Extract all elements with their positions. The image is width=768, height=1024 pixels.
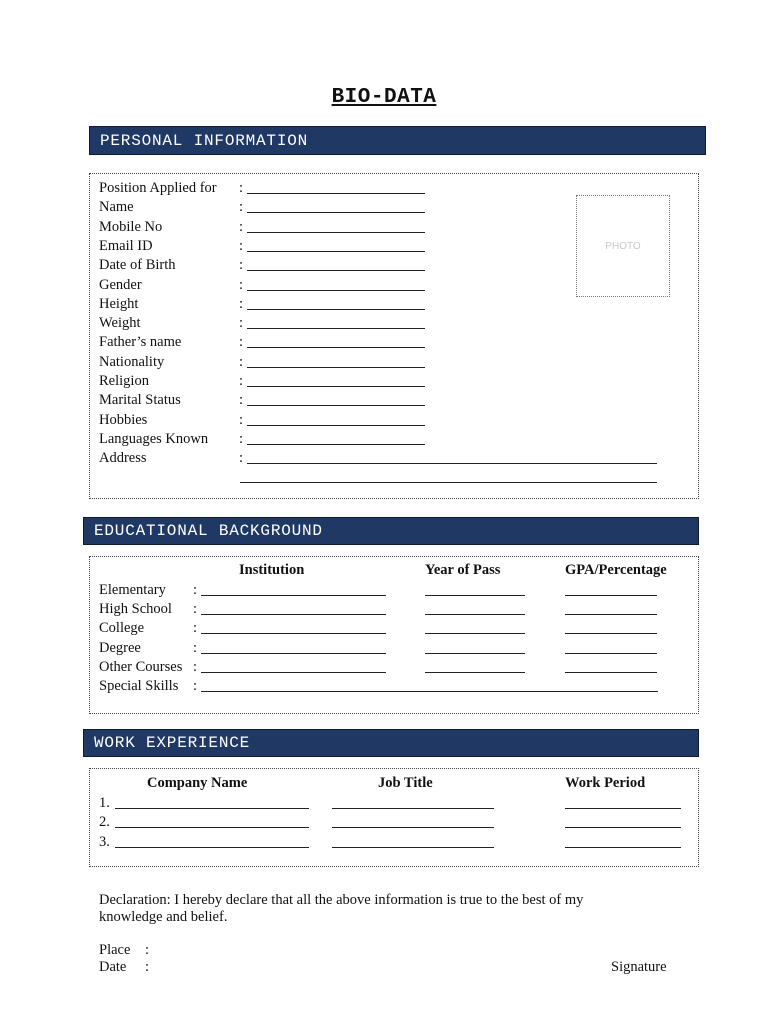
edu-input-institution[interactable]	[201, 633, 386, 634]
declaration-line-2: knowledge and belief.	[99, 909, 228, 925]
edu-row-colon: :	[193, 640, 198, 656]
edu-input-year[interactable]	[425, 672, 525, 673]
section-header-work	[83, 729, 699, 757]
edu-header-year: Year of Pass	[425, 562, 501, 578]
edu-row-colon: :	[193, 582, 198, 598]
work-header-period: Work Period	[565, 775, 646, 791]
edu-input-institution[interactable]	[201, 672, 386, 673]
field-input-line[interactable]	[247, 367, 425, 368]
work-header-company: Company Name	[147, 775, 248, 791]
field-colon: :	[239, 180, 244, 196]
field-colon: :	[239, 431, 244, 447]
work-input-period[interactable]	[565, 808, 681, 809]
field-colon: :	[239, 296, 244, 312]
field-label: Name	[99, 199, 134, 215]
work-row-number: 2.	[99, 814, 110, 830]
field-label: Father’s name	[99, 334, 182, 350]
section-title: PERSONAL INFORMATION	[100, 131, 309, 150]
field-input-line[interactable]	[247, 386, 425, 387]
edu-input-year[interactable]	[425, 614, 525, 615]
work-input-job-title[interactable]	[332, 808, 494, 809]
field-colon: :	[239, 334, 244, 350]
place-label: Place	[99, 942, 131, 958]
field-colon: :	[239, 315, 244, 331]
edu-row-label: Degree	[99, 640, 141, 656]
field-input-line[interactable]	[247, 251, 425, 252]
field-colon: :	[239, 257, 244, 273]
field-input-line[interactable]	[240, 482, 657, 483]
edu-input-gpa[interactable]	[565, 672, 657, 673]
field-label: Height	[99, 296, 139, 312]
edu-input-institution[interactable]	[201, 614, 386, 615]
field-label: Marital Status	[99, 392, 181, 408]
field-input-line[interactable]	[247, 405, 425, 406]
edu-input-gpa[interactable]	[565, 633, 657, 634]
field-input-line[interactable]	[247, 232, 425, 233]
declaration-line-1: Declaration: I hereby declare that all the above information is true to the best of my	[99, 892, 584, 908]
field-input-line[interactable]	[247, 270, 425, 271]
field-colon: :	[239, 199, 244, 215]
field-colon: :	[239, 219, 244, 235]
edu-input-institution[interactable]	[201, 653, 386, 654]
work-input-company[interactable]	[115, 847, 309, 848]
field-label: Religion	[99, 373, 149, 389]
work-row-number: 1.	[99, 795, 110, 811]
work-input-period[interactable]	[565, 847, 681, 848]
field-label: Nationality	[99, 354, 165, 370]
field-input-line[interactable]	[247, 309, 425, 310]
date-colon: :	[145, 959, 150, 975]
work-input-job-title[interactable]	[332, 827, 494, 828]
field-label: Hobbies	[99, 412, 148, 428]
edu-row-colon: :	[193, 659, 198, 675]
field-label: Date of Birth	[99, 257, 176, 273]
field-input-line[interactable]	[247, 463, 657, 464]
field-input-line[interactable]	[247, 425, 425, 426]
field-label: Gender	[99, 277, 142, 293]
field-label: Weight	[99, 315, 141, 331]
work-input-job-title[interactable]	[332, 847, 494, 848]
field-colon: :	[239, 412, 244, 428]
section-title: WORK EXPERIENCE	[94, 734, 251, 752]
work-header-job-title: Job Title	[378, 775, 433, 791]
photo-placeholder[interactable]	[576, 195, 670, 297]
edu-row-label: High School	[99, 601, 172, 617]
edu-input-year[interactable]	[425, 595, 525, 596]
edu-row-colon: :	[193, 620, 198, 636]
date-label: Date	[99, 959, 127, 975]
section-header-education	[83, 517, 699, 545]
edu-input-skills[interactable]	[201, 691, 658, 692]
photo-label: PHOTO	[605, 240, 641, 252]
field-colon: :	[239, 238, 244, 254]
edu-header-gpa: GPA/Percentage	[565, 562, 667, 578]
edu-input-gpa[interactable]	[565, 614, 657, 615]
field-input-line[interactable]	[247, 290, 425, 291]
field-label: Languages Known	[99, 431, 209, 447]
field-label: Position Applied for	[99, 180, 217, 196]
field-colon: :	[239, 354, 244, 370]
edu-row-colon: :	[193, 678, 198, 694]
work-input-period[interactable]	[565, 827, 681, 828]
edu-input-gpa[interactable]	[565, 653, 657, 654]
field-input-line[interactable]	[247, 212, 425, 213]
field-input-line[interactable]	[247, 193, 425, 194]
signature-label: Signature	[611, 959, 667, 975]
section-header-personal	[89, 126, 706, 155]
edu-input-year[interactable]	[425, 633, 525, 634]
field-input-line[interactable]	[247, 444, 425, 445]
edu-row-label: Elementary	[99, 582, 166, 598]
work-input-company[interactable]	[115, 827, 309, 828]
edu-input-gpa[interactable]	[565, 595, 657, 596]
edu-row-colon: :	[193, 601, 198, 617]
field-input-line[interactable]	[247, 347, 425, 348]
edu-row-label: College	[99, 620, 145, 636]
edu-input-year[interactable]	[425, 653, 525, 654]
work-row-number: 3.	[99, 834, 110, 850]
field-colon: :	[239, 392, 244, 408]
edu-input-institution[interactable]	[201, 595, 386, 596]
field-colon: :	[239, 277, 244, 293]
place-colon: :	[145, 942, 150, 958]
field-label: Email ID	[99, 238, 153, 254]
field-label: Mobile No	[99, 219, 163, 235]
page-title: BIO-DATA	[331, 86, 437, 109]
field-input-line[interactable]	[247, 328, 425, 329]
edu-row-label: Other Courses	[99, 659, 183, 675]
work-input-company[interactable]	[115, 808, 309, 809]
field-label: Address	[99, 450, 147, 466]
edu-header-institution: Institution	[239, 562, 305, 578]
edu-row-label: Special Skills	[99, 678, 179, 694]
section-title: EDUCATIONAL BACKGROUND	[94, 522, 323, 540]
field-colon: :	[239, 373, 244, 389]
field-colon: :	[239, 450, 244, 466]
